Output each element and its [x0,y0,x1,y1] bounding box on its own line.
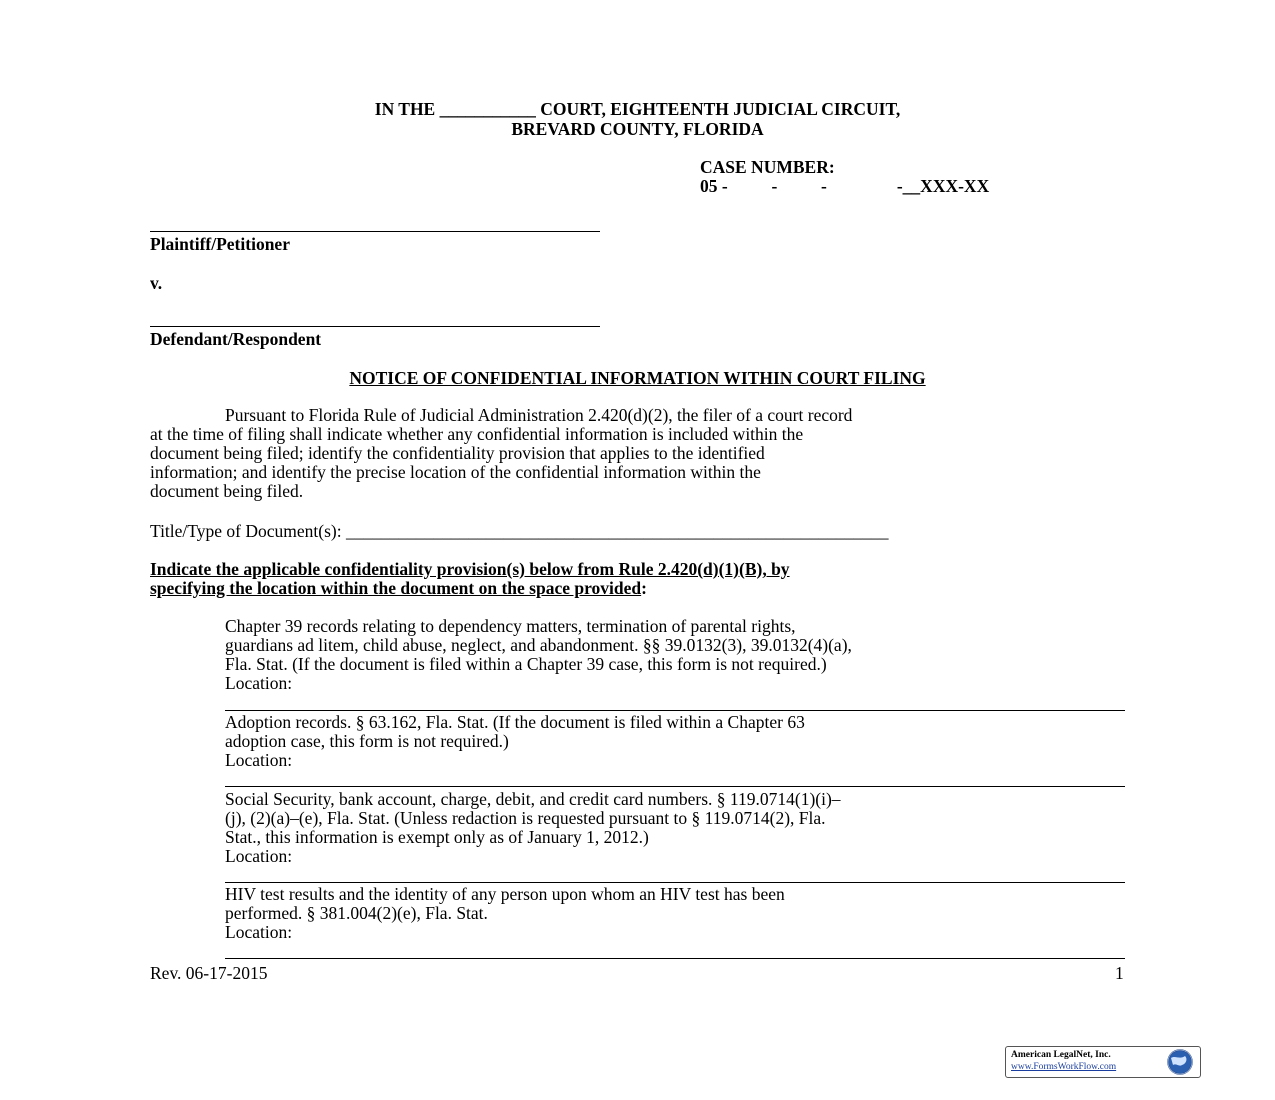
provision-financial-numbers [225,790,1125,866]
page-number: 1 [1115,963,1124,983]
case-number-value: 05 - - - -__XXX-XX [700,176,990,196]
intro-line: at the time of filing shall indicate whether any confidential information is included within the [150,424,804,444]
plaintiff-signature-line[interactable] [150,231,600,232]
provision-line: guardians ad litem, child abuse, neglect, and abandonment. §§ 39.0132(3), 39.0132(4)(a), [225,635,852,655]
provision-line: (j), (2)(a)–(e), Fla. Stat. (Unless redaction is requested pursuant to § 119.0714(2), Fla. [225,808,826,828]
provision-line: HIV test results and the identity of any person upon whom an HIV test has been [225,884,785,904]
provision-line: Social Security, bank account, charge, debit, and credit card numbers. § 119.0714(1)(i)– [225,789,841,809]
county-heading: BREVARD COUNTY, FLORIDA [511,119,764,139]
intro-line: information; and identify the precise location of the confidential information within the [150,462,761,482]
instruction-line-2: specifying the location within the document on the space provided [150,578,642,598]
defendant-signature-line[interactable] [150,326,600,327]
instruction-text [150,560,1125,598]
plaintiff-label: Plaintiff/Petitioner [150,234,290,254]
provision-adoption [225,713,1125,770]
location-label: Location: [225,750,293,770]
instruction-line-1: Indicate the applicable confidentiality provision(s) below from Rule 2.420(d)(1)(B), by [150,559,790,579]
defendant-label: Defendant/Respondent [150,329,322,349]
provision-chapter-39 [225,617,1125,693]
provision-line: performed. § 381.004(2)(e), Fla. Stat. [225,903,488,923]
case-number-label: CASE NUMBER: [700,157,835,177]
document-type-field[interactable] [150,521,888,542]
intro-line: document being filed; identify the confidentiality provision that applies to the identified [150,443,765,463]
revision-date: Rev. 06-17-2015 [150,963,268,983]
location-input-line[interactable] [225,958,1125,959]
document-type-blank[interactable]: ______________________________________________________________ [345,521,889,541]
location-label: Location: [225,922,293,942]
forms-workflow-watermark[interactable] [1005,1046,1201,1078]
location-input-line[interactable] [225,786,1125,787]
document-type-label: Title/Type of Document(s): [150,521,346,541]
location-label: Location: [225,846,293,866]
intro-paragraph [150,406,1125,501]
court-heading: IN THE ___________ COURT, EIGHTEENTH JUDICIAL CIRCUIT, [374,99,901,119]
provision-line: Adoption records. § 63.162, Fla. Stat. (If the document is filed within a Chapter 63 [225,712,805,732]
instruction-colon: : [641,578,647,598]
globe-icon [1166,1048,1194,1076]
provision-line: adoption case, this form is not required.) [225,731,509,751]
location-input-line[interactable] [225,710,1125,711]
provision-line: Chapter 39 records relating to dependency matters, termination of parental rights, [225,616,796,636]
watermark-company: American LegalNet, Inc. [1011,1050,1111,1060]
watermark-url[interactable]: www.FormsWorkFlow.com [1011,1062,1117,1072]
provision-line: Fla. Stat. (If the document is filed within a Chapter 39 case, this form is not required.) [225,654,827,674]
versus-text: v. [150,273,163,293]
provision-hiv-results [225,885,1125,942]
intro-line: document being filed. [150,481,304,501]
location-label: Location: [225,673,293,693]
intro-line: Pursuant to Florida Rule of Judicial Administration 2.420(d)(2), the filer of a court record [225,405,853,425]
provision-line: Stat., this information is exempt only as of January 1, 2012.) [225,827,649,847]
location-input-line[interactable] [225,882,1125,883]
document-title: NOTICE OF CONFIDENTIAL INFORMATION WITHIN COURT FILING [349,368,926,388]
